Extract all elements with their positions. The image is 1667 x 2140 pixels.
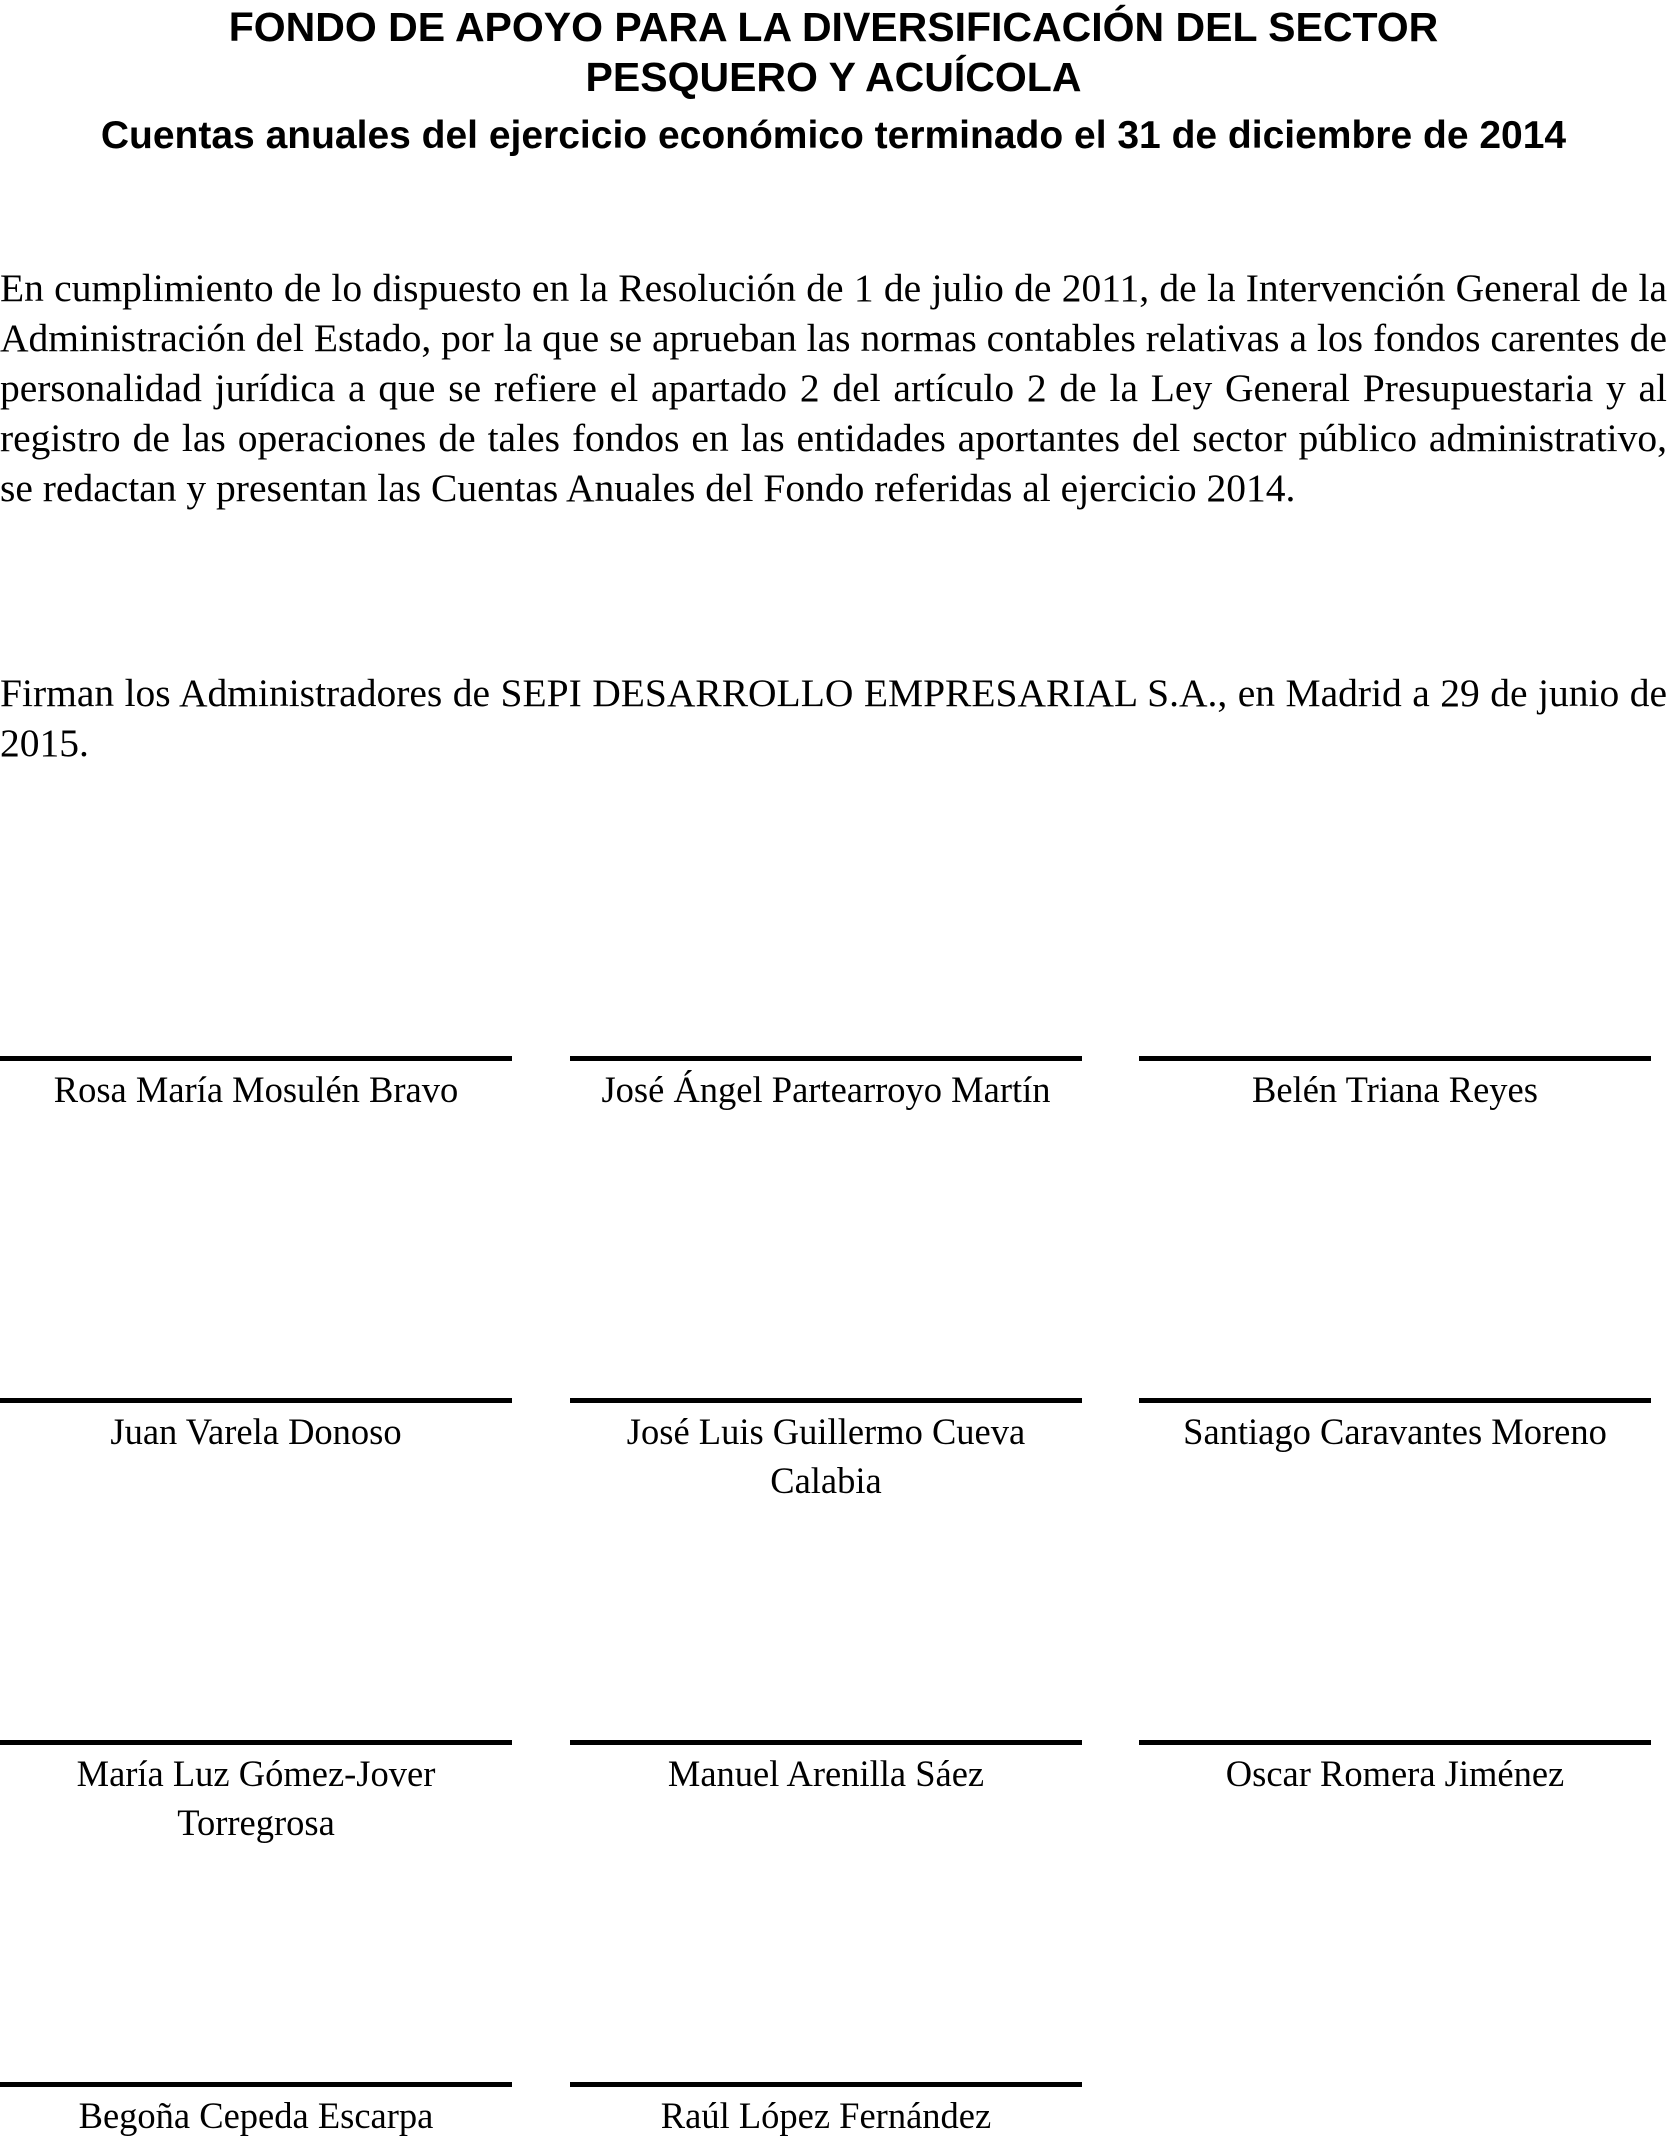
signature-line <box>0 1056 512 1061</box>
signature-block <box>1139 1056 1651 1114</box>
signature-block <box>570 1398 1082 1505</box>
signatory-name: Santiago Caravantes Moreno <box>1183 1411 1607 1452</box>
signature-block <box>1139 1398 1651 1456</box>
signature-block <box>570 1056 1082 1114</box>
signature-line <box>1139 1398 1651 1403</box>
signature-line <box>570 1056 1082 1061</box>
signature-block <box>570 2082 1082 2140</box>
signature-line <box>1139 1740 1651 1745</box>
signature-block <box>0 1056 512 1114</box>
signature-line <box>1139 1056 1651 1061</box>
signature-line <box>0 1398 512 1403</box>
signing-statement-paragraph: Firman los Administradores de SEPI DESARROLLO EMPRESARIAL S.A., en Madrid a 29 de junio de 2015. <box>0 671 1667 765</box>
intro-paragraph: En cumplimiento de lo dispuesto en la Resolución de 1 de julio de 2011, de la Intervención General de la Administración del Estado, por la que se aprueban las normas contables relativas a los fondos carentes de personalidad jurídica a que se refiere el apartado 2 del artículo 2 de la Ley General Presupuestaria y al registro de las operaciones de tales fondos en las entidades aportantes del sector público administrativo, se redactan y presentan las Cuentas Anuales del Fondo referidas al ejercicio 2014. <box>0 266 1667 510</box>
signature-line <box>570 1398 1082 1403</box>
signature-line <box>570 2082 1082 2087</box>
signatory-name: Raúl López Fernández <box>660 2095 992 2136</box>
signatory-name: María Luz Gómez-Jover Torregrosa <box>76 1753 436 1843</box>
signatory-name: Manuel Arenilla Sáez <box>667 1753 985 1794</box>
signature-line <box>0 1740 512 1745</box>
signature-line <box>0 2082 512 2087</box>
signatory-name: José Luis Guillermo Cueva Calabia <box>626 1411 1026 1501</box>
signature-line <box>570 1740 1082 1745</box>
signature-block <box>1139 1740 1651 1798</box>
signatory-name: Begoña Cepeda Escarpa <box>78 2095 434 2136</box>
document-subtitle: Cuentas anuales del ejercicio económico terminado el 31 de diciembre de 2014 <box>100 114 1567 157</box>
signatory-name: Rosa María Mosulén Bravo <box>53 1069 459 1110</box>
document-title-line-2: PESQUERO Y ACUÍCOLA <box>585 54 1082 100</box>
signature-block <box>0 1398 512 1456</box>
signatory-name: Oscar Romera Jiménez <box>1225 1753 1565 1794</box>
signature-block <box>0 1740 512 1847</box>
signatory-name: Juan Varela Donoso <box>110 1411 402 1452</box>
signatory-name: José Ángel Partearroyo Martín <box>601 1069 1051 1110</box>
signature-block <box>0 2082 512 2140</box>
signature-block <box>570 1740 1082 1798</box>
document-title-line-1: FONDO DE APOYO PARA LA DIVERSIFICACIÓN DEL SECTOR <box>228 4 1439 50</box>
signatory-name: Belén Triana Reyes <box>1252 1069 1538 1110</box>
